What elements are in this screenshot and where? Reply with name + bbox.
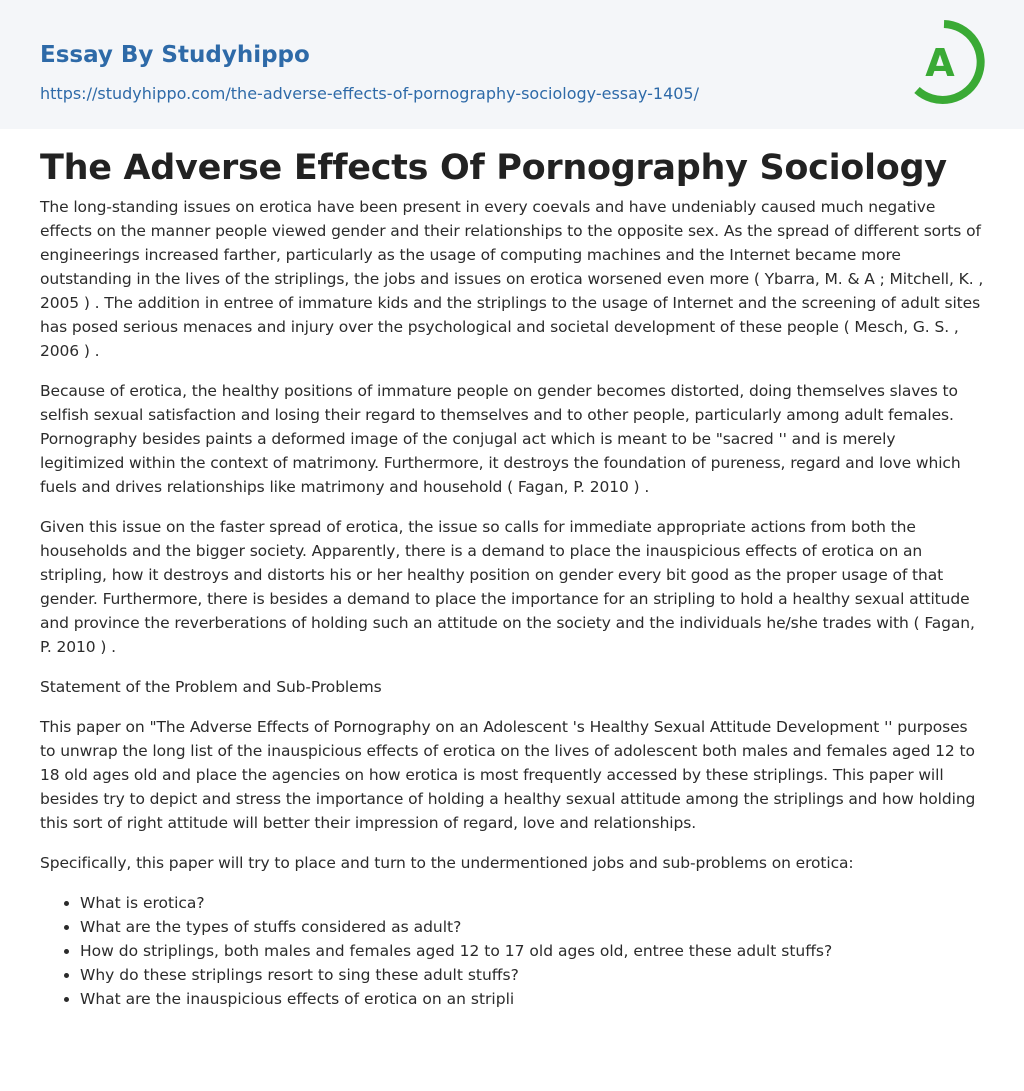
paragraph-3: Given this issue on the faster spread of erotica, the issue so calls for immediate appropriate actions from both the households and the bigger society. Apparently, there is a demand to place the inauspicious effects of erotica on an stripling, how it destroys and distorts his or her healthy position on gender every bit good as the proper usage of that gender. Furthermore, there is besides a demand to place the importance for an stripling to hold a healthy sexual attitude and province the reverberations of holding such an attitude on the society and the individuals he/she trades with ( Fagan, P. 2010 ) . xyxy=(40,518,975,656)
site-brand[interactable]: Essay By Studyhippo xyxy=(40,42,310,68)
list-item: • Why do these striplings resort to sing these adult stuffs? xyxy=(80,963,984,987)
paragraph-2: Because of erotica, the healthy positions of immature people on gender becomes distorted, doing themselves slaves to selfish sexual satisfaction and losing their regard to themselves and to other people, particularly among adult females. Pornography besides paints a deformed image of the conjugal act which is meant to be "sacred '' and is merely legitimized within the context of matrimony. Furthermore, it destroys the foundation of pureness, regard and love which fuels and drives relationships like matrimony and household ( Fagan, P. 2010 ) . xyxy=(40,382,961,496)
section-heading: Statement of the Problem and Sub-Problems xyxy=(40,678,382,696)
logo-letter: A xyxy=(925,41,955,85)
studyhippo-logo-icon[interactable] xyxy=(902,20,986,104)
problem-list xyxy=(40,891,984,1011)
paragraph-5: Specifically, this paper will try to place and turn to the undermentioned jobs and sub-problems on erotica: xyxy=(40,854,854,872)
article-content xyxy=(0,147,1024,1011)
paragraph-1: The long-standing issues on erotica have been present in every coevals and have undeniably caused much negative effects on the manner people viewed gender and their relationships to the opposite sex. As the spread of different sorts of engineerings increased farther, particularly as the usage of computing machines and the Internet became more outstanding in the lives of the striplings, the jobs and issues on erotica worsened even more ( Ybarra, M. & A ; Mitchell, K. , 2005 ) . The addition in entree of immature kids and the striplings to the usage of Internet and the screening of adult sites has posed serious menaces and injury over the psychological and societal development of these people ( Mesch, G. S. , 2006 ) . xyxy=(40,198,984,360)
page-url-link[interactable]: https://studyhippo.com/the-adverse-effects-of-pornography-sociology-essay-1405/ xyxy=(40,84,699,103)
paragraph-4: This paper on "The Adverse Effects of Pornography on an Adolescent 's Healthy Sexual Attitude Development '' purposes to unwrap the long list of the inauspicious effects of erotica on the lives of adolescent both males and females aged 12 to 18 old ages old and place the agencies on how erotica is most frequently accessed by these striplings. This paper will besides try to depict and stress the importance of holding a healthy sexual attitude among the striplings and how holding this sort of right attitude will better their impression of regard, love and relationships. xyxy=(40,718,976,832)
list-item: • What is erotica? xyxy=(80,891,984,915)
article-title: The Adverse Effects Of Pornography Sociology xyxy=(40,148,947,188)
list-item: • How do striplings, both males and females aged 12 to 17 old ages old, entree these adult stuffs? xyxy=(80,939,984,963)
list-item: • What are the types of stuffs considered as adult? xyxy=(80,915,984,939)
list-item: • What are the inauspicious effects of erotica on an stripli xyxy=(80,987,984,1011)
site-header xyxy=(0,0,1024,129)
